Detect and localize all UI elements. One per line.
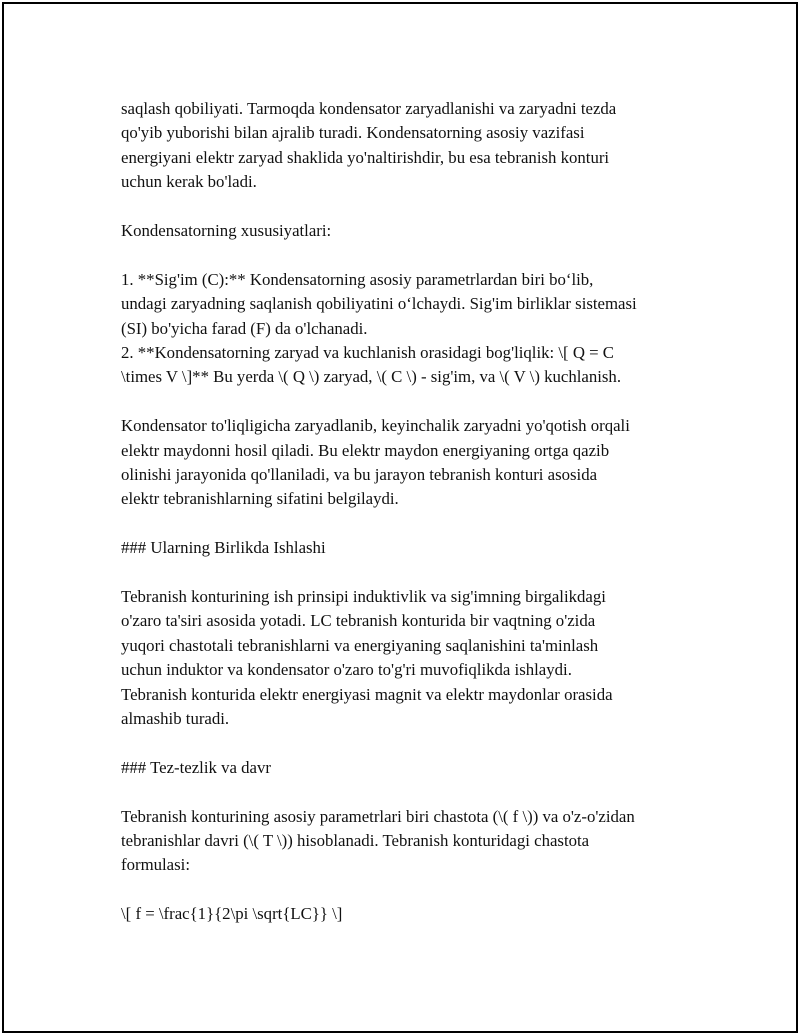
- formula-frequency: \[ f = \frac{1}{2\pi \sqrt{LC}} \]: [121, 904, 343, 924]
- section-heading-working-together: ### Ularning Birlikda Ishlashi: [121, 538, 326, 558]
- paragraph-properties-heading: Kondensatorning xususiyatlari:: [121, 221, 332, 241]
- paragraph-working-principle: Tebranish konturining ish prinsipi induktivlik va sig'imning birgalikdagi o'zaro ta'siri asosida yotadi. LC tebranish konturida bir vaqtning o'zida yuqori chastotali tebranishlarni va energiyaning saqlanishini ta'minlash uchun induktor va kondensator o'zaro to'g'ri muvofiqlikda ishlaydi. Tebranish konturida elektr energiyasi magnit va elektr maydonlar orasida almashib turadi.: [121, 587, 613, 729]
- page-frame: [2, 2, 798, 1033]
- paragraph-electric-field: Kondensator to'liqligicha zaryadlanib, keyinchalik zaryadni yo'qotish orqali elektr maydonni hosil qiladi. Bu elektr maydon energiyaning ortga qazib olinishi jarayonida qo'llaniladi, va bu jarayon tebranish konturi asosida elektr tebranishlarning sifatini belgilaydi.: [121, 416, 630, 509]
- paragraph-properties-list: 1. **Sig'im (C):** Kondensatorning asosiy parametrlardan biri bo‘lib, undagi zaryadning saqlanish qobiliyatini o‘lchaydi. Sig'im birliklar sistemasi (SI) bo'yicha farad (F) da o'lchanadi. 2. **Kondensatorning zaryad va kuchlanish orasidagi bog'liqlik: \[ Q = C \times V \]** Bu yerda \( Q \) zaryad, \( C \) - sig'im, va \( V \) kuchlanish.: [121, 269, 637, 387]
- paragraph-frequency-parameters: Tebranish konturining asosiy parametrlari biri chastota (\( f \)) va o'z-o'zidan tebranishlar davri (\( T \)) hisoblanadi. Tebranish konturidagi chastota formulasi:: [121, 806, 635, 875]
- document-body: [121, 97, 721, 927]
- paragraph-capacitor-intro: saqlash qobiliyati. Tarmoqda kondensator zaryadlanishi va zaryadni tezda qo'yib yuborishi bilan ajralib turadi. Kondensatorning asosiy vazifasi energiyani elektr zaryad shaklida yo'naltirishdir, bu esa tebranish konturi uchun kerak bo'ladi.: [121, 99, 617, 192]
- section-heading-frequency-period: ### Tez-tezlik va davr: [121, 757, 271, 777]
